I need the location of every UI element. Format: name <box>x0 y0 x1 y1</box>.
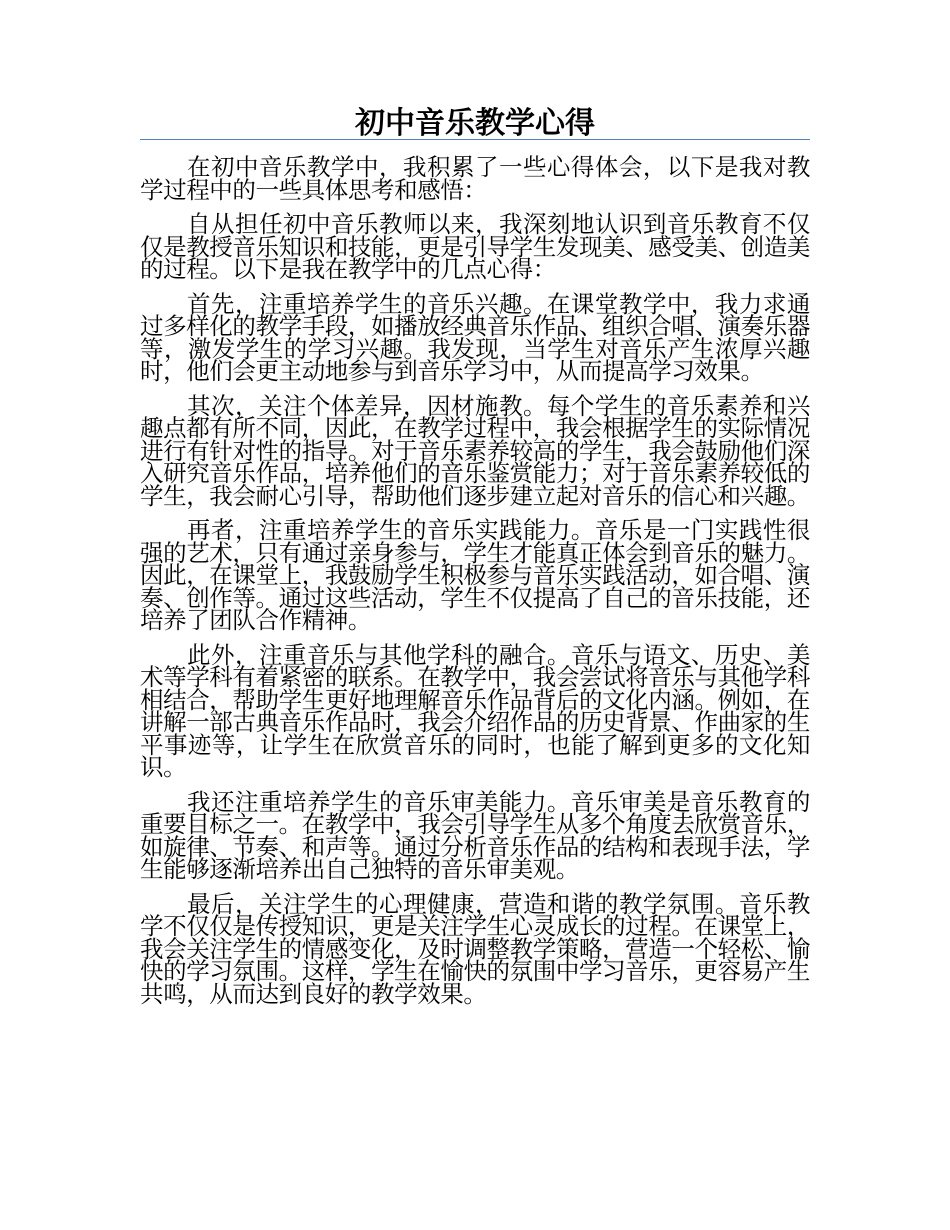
paragraph-interest: 首先，注重培养学生的音乐兴趣。在课堂教学中，我力求通过多样化的教学手段，如播放经典音乐作品、组织合唱、演奏乐器等，激发学生的学习兴趣。我发现，当学生对音乐产生浓厚兴趣时，他们会更主动地参与到音乐学习中，从而提高学习效果。 <box>140 289 810 385</box>
paragraph-interdisciplinary: 此外，注重音乐与其他学科的融合。音乐与语文、历史、美术等学科有着紧密的联系。在教学中，我会尝试将音乐与其他学科相结合，帮助学生更好地理解音乐作品背后的文化内涵。例如，在讲解一部古典音乐作品时，我会介绍作品的历史背景、作曲家的生平事迹等，让学生在欣赏音乐的同时，也能了解到更多的文化知识。 <box>140 640 810 781</box>
paragraph-practice: 再者，注重培养学生的音乐实践能力。音乐是一门实践性很强的艺术，只有通过亲身参与，学生才能真正体会到音乐的魅力。因此，在课堂上，我鼓励学生积极参与音乐实践活动，如合唱、演奏、创作等。通过这些活动，学生不仅提高了自己的音乐技能，还培养了团队合作精神。 <box>140 516 810 634</box>
paragraph-intro: 在初中音乐教学中，我积累了一些心得体会，以下是我对教学过程中的一些具体思考和感悟： <box>140 153 810 204</box>
document-body <box>140 153 810 1017</box>
paragraph-individual-differences: 其次，关注个体差异，因材施教。每个学生的音乐素养和兴趣点都有所不同，因此，在教学过程中，我会根据学生的实际情况进行有针对性的指导。对于音乐素养较高的学生，我会鼓励他们深入研究音乐作品，培养他们的音乐鉴赏能力；对于音乐素养较低的学生，我会耐心引导，帮助他们逐步建立起对音乐的信心和兴趣。 <box>140 391 810 510</box>
paragraph-overview: 自从担任初中音乐教师以来，我深刻地认识到音乐教育不仅仅是教授音乐知识和技能，更是引导学生发现美、感受美、创造美的过程。以下是我在教学中的几点心得： <box>140 210 810 283</box>
paragraph-aesthetics: 我还注重培养学生的音乐审美能力。音乐审美是音乐教育的重要目标之一。在教学中，我会引导学生从多个角度去欣赏音乐，如旋律、节奏、和声等。通过分析音乐作品的结构和表现手法，学生能够逐渐培养出自己独特的音乐审美观。 <box>140 787 810 883</box>
document-title: 初中音乐教学心得 <box>355 106 595 141</box>
paragraph-mental-health: 最后，关注学生的心理健康，营造和谐的教学氛围。音乐教学不仅仅是传授知识，更是关注学生心灵成长的过程。在课堂上，我会关注学生的情感变化，及时调整教学策略，营造一个轻松、愉快的学习氛围。这样，学生在愉快的氛围中学习音乐，更容易产生共鸣，从而达到良好的教学效果。 <box>140 889 810 1008</box>
title-underline <box>140 139 810 140</box>
